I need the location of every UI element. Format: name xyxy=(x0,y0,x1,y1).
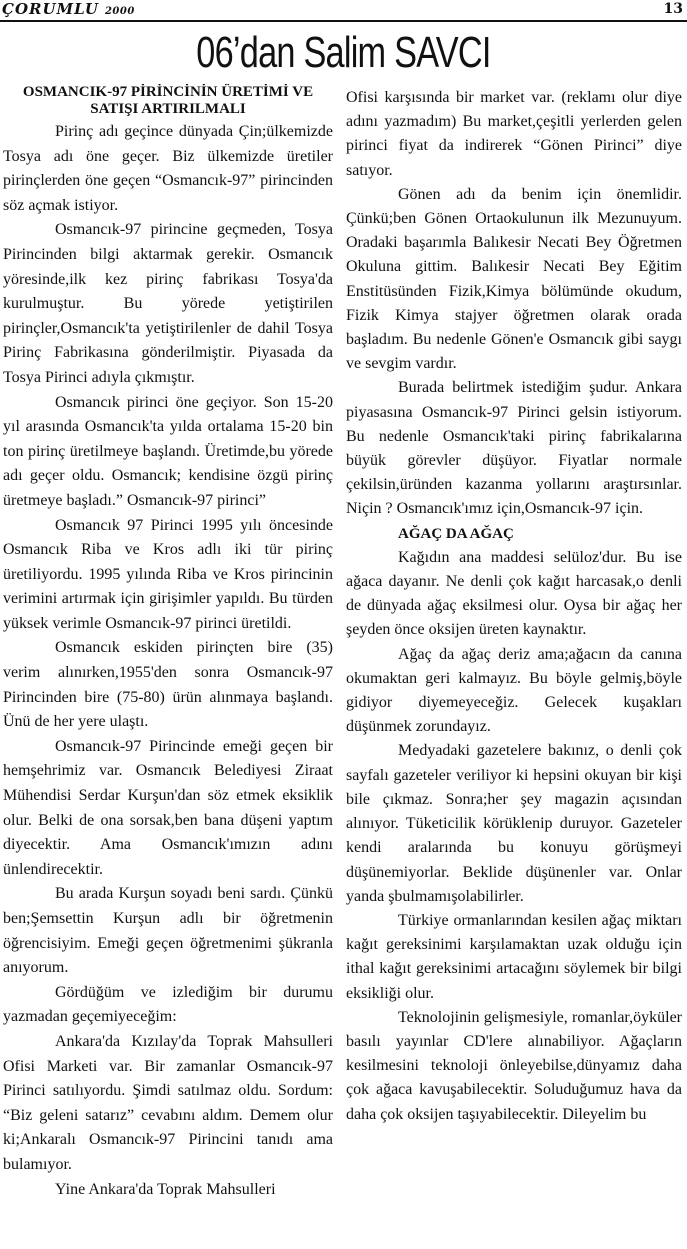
paragraph: Ağaç da ağaç deriz ama;ağacın da canına okumaktan geri kalmayız. Bu böyle gelmiş,böyle gidiyor diyemeyeceğiz. Gelecek kuşakları düşünmek zorundayız. xyxy=(346,645,682,736)
paragraph: Osmancık-97 pirincine geçmeden, Tosya Pirincinden bilgi aktarmak gerekir. Osmancık yöresinde,ilk kez pirinç fabrikası Tosya'da kurulmuştur. Bu yörede yetiştirilen pirinçler,Osmancık'ta yetiştirilenler de dahil Tosya Pirinç Fabrikasına gönderilmiştir. Piyasada da Tosya Pirinci adıyla çıkmıştır. xyxy=(3,221,333,386)
left-column xyxy=(3,84,333,1244)
paragraph: Burada belirtmek istediğim şudur. Ankara piyasasına Osmancık-97 Pirinci gelsin istiyorum. Bu nedenle Osmancık'taki pirinç fabrikalarına büyük görevler düşüyor. Fiyatlar normale çekilsin,üründen kazanma yollarını araştırsınlar. Niçin ? Osmancık'ımız için,Osmancık-97 için. xyxy=(346,379,682,518)
paragraph: Gönen adı da benim için önemlidir. Çünkü;ben Gönen Ortaokulunun ilk Mezunuyum. Oradaki başarımla Balıkesir Necati Bey Öğretmen Okuluna gittim. Balıkesir Necati Bey Eğitim Enstitüsünden Fizik,Kimya bölümünde okudum, Fizik Kimya stajyer öğretmen olarak orada başladım. Bu nedenle Gönen'e Osmancık gibi saygı ve sevgim vardır. xyxy=(346,185,682,373)
paragraph: Pirinç adı geçince dünyada Çin;ülkemizde Tosya adı öne geçer. Biz ülkemizde üretiler pirinçlerden öne geçen “Osmancık-97” pirincinden söz açmak istiyor. xyxy=(3,123,333,214)
right-column xyxy=(346,86,682,1246)
paragraph: Ankara'da Kızılay'da Toprak Mahsulleri Ofisi Marketi var. Bir zamanlar Osmancık-97 Pirinci satılıyordu. Şimdi satılmaz oldu. Sordum: “Biz geleni satarız” cevabını aldım. Demem olur ki;Ankaralı Osmancık-97 Pirincini tanıdı ama bulamıyor. xyxy=(3,1032,333,1173)
publication-year: 2000 xyxy=(104,6,135,17)
masthead xyxy=(0,0,687,22)
paragraph: Türkiye ormanlarından kesilen ağaç miktarı kağıt gereksinimi karşılamaktan uzak olduğu için ithal kağıt gereksinimi artacağını söylemek bir bilgi eksikliği olur. xyxy=(346,911,682,1002)
paragraph: Gördüğüm ve izlediğim bir durumu yazmadan geçemiyeceğim: xyxy=(3,983,333,1026)
page-number: 13 xyxy=(663,1,683,17)
paragraph: Teknolojinin gelişmesiyle, romanlar,öyküler basılı yayınlar CD'lere alınabiliyor. Ağaçların kesilmesini teknoloji önleyebilse,dünyamız daha çok ağaca kavuşabilecektir. Soluduğumuz hava da daha çok oksijen taşıyabilecektir. Dileyelim bu xyxy=(346,1008,682,1123)
paragraph: Yine Ankara'da Toprak Mahsulleri xyxy=(55,1180,276,1198)
paragraph: Osmancık eskiden pirinçten bire (35) verim alınırken,1955'den sonra Osmancık-97 Pirincinden bire (75-80) ürün alınmaya başlandı. Ünü de her yere ulaştı. xyxy=(3,639,333,731)
paragraph: Osmancık 97 Pirinci 1995 yılı öncesinde Osmancık Riba ve Kros adlı iki tür pirinç üretiliyordu. 1995 yılında Riba ve Kros pirincinin verimini artırmak için girişimler yapıldı. Bu türden yüksek verimle Osmancık-97 pirinci üretildi. xyxy=(3,516,333,632)
paragraph: Bu arada Kurşun soyadı beni sardı. Çünkü ben;Şemsettin Kurşun adlı bir öğretmenin öğrencisiyim. Emeği geçen öğretmenimi şükranla anıyorum. xyxy=(3,885,333,977)
article-title: OSMANCIK-97 PİRİNCİNİN ÜRETİMİ VE SATIŞI ARTIRILMALI xyxy=(22,84,314,117)
paragraph: Osmancık-97 Pirincinde emeği geçen bir hemşehrimiz var. Osmancık Belediyesi Ziraat Mühendisi Serdar Kurşun'dan söz etmek eksiklik olur. Belki de ona sorsak,ben bana düşeni yaptım diyecektir. Ama Osmancık'ımızın adını ünlendirecektir. xyxy=(3,737,333,878)
publication-name xyxy=(2,0,135,18)
article-author-headline: 06’dan Salim SAVCI xyxy=(196,28,491,77)
paragraph: Osmancık pirinci öne geçiyor. Son 15-20 yıl arasında Osmancık'ta yılda ortalama 15-20 bin ton pirinç üretilmeye başlandı. Üretimde,bu yörede adı geçer oldu. Osmancık; kendisine özgü pirinç üretmeye başladı.” Osmancık-97 pirinci” xyxy=(3,393,333,509)
masthead-rule xyxy=(0,20,687,22)
publication-title: ÇORUMLU xyxy=(2,0,99,18)
section-title: AĞAÇ DA AĞAÇ xyxy=(398,525,514,542)
paragraph: Kağıdın ana maddesi selüloz'dur. Bu ise ağaca dayanır. Ne denli çok kağıt harcasak,o denli de dünyada ağaç eksilmesi olur. Oysa bir ağaç her şeyden önce oksijen üreten kaynaktır. xyxy=(346,548,682,639)
paragraph: Ofisi karşısında bir market var. (reklamı olur diye adını yazmadım) Bu market,çeşitli yerlerden gelen pirinci fiyat da indirerek “Gönen Pirinci” diye satıyor. xyxy=(346,89,682,179)
paragraph: Medyadaki gazetelere bakınız, o denli çok sayfalı gazeteler veriliyor ki hepsini okuyan bir kişi bile çıkmaz. Sonra;her şey magazin açısından alınıyor. Tüketicilik körüklenip duruyor. Gazeteler kendi aralarında bu konuyu görüşmeyi düşünemiyorlar. Beklide düşünenler var. Onlar yanda şbulmamışolabilirler. xyxy=(346,742,682,905)
